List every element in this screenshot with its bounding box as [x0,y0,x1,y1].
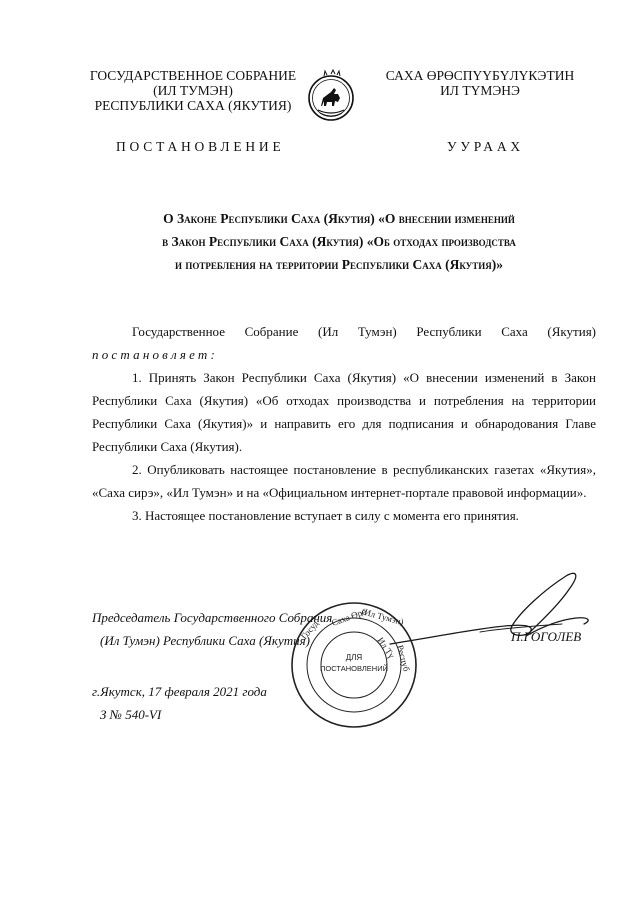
header-right-line: ИЛ ТҮМЭНЭ [440,83,520,98]
intro-paragraph: Государственное Собрание (Ил Тумэн) Республики Саха (Якутия) [132,324,596,339]
header-left [88,68,298,113]
position-line: (Ил Тумэн) Республики Саха (Якутия) [100,633,310,648]
svg-text:Ил Тү: Ил Тү [375,635,397,661]
position-line: Председатель Государственного Собрания [92,610,333,625]
list-item: 1. Принять Закон Республики Саха (Якутия) «О внесении изменений в Закон Республики Саха (Якутия) «Об отходах производства и потребления на территории Республики Саха (Якутия)» и направить его для подписания и обнародования Главе Республики Саха (Якутия). [92,370,596,454]
decree-word: постановляет: [92,347,219,362]
header-left-line: РЕСПУБЛИКИ САХА (ЯКУТИЯ) [94,98,292,113]
header-left-line: (ИЛ ТУМЭН) [153,83,233,98]
header-right-line: САХА ӨРӨСПҮҮБҮЛҮКЭТИН [385,68,575,83]
list-item: 2. Опубликовать настоящее постановление в республиканских газетах «Якутия», «Саха сирэ», «Ил Тумэн» и на «Официальном интернет-портале правовой информации». [92,462,596,500]
place-date-line: г.Якутск, 17 февраля 2021 года [92,684,267,699]
header-left-line: ГОСУДАРСТВЕННОЕ СОБРАНИЕ [89,68,297,83]
doc-type-right: УУРААХ [447,139,524,154]
doc-type-left: ПОСТАНОВЛЕНИЕ [116,139,285,154]
document-number: З № 540-VI [100,707,162,722]
seal-center-line: ДЛЯ [345,653,363,662]
svg-text:Респуб: Респуб [395,643,412,673]
header-right [380,68,580,98]
title-line: О Законе Республики Саха (Якутия) «О внесении изменений [163,211,515,226]
svg-text:Госуд: Госуд [298,618,321,642]
title-line: и потребления на территории Республики Саха (Якутия)» [174,257,504,272]
svg-text:Саха Өрө: Саха Өрө [330,606,368,628]
seal-center-line: ПОСТАНОВЛЕНИЙ [319,664,389,673]
signatory-position [92,606,332,652]
place-and-date [92,680,267,726]
title-line: в Закон Республики Саха (Якутия) «Об отходах производства [162,234,516,249]
document-body [92,320,596,527]
list-item: 3. Настоящее постановление вступает в силу с момента его принятия. [132,508,519,523]
emblem-icon [307,68,355,128]
svg-text:(Ил Тумэн): (Ил Тумэн) [360,606,405,628]
signatory-name: П.ГОГОЛЕВ [511,629,582,644]
document-title [90,207,588,276]
